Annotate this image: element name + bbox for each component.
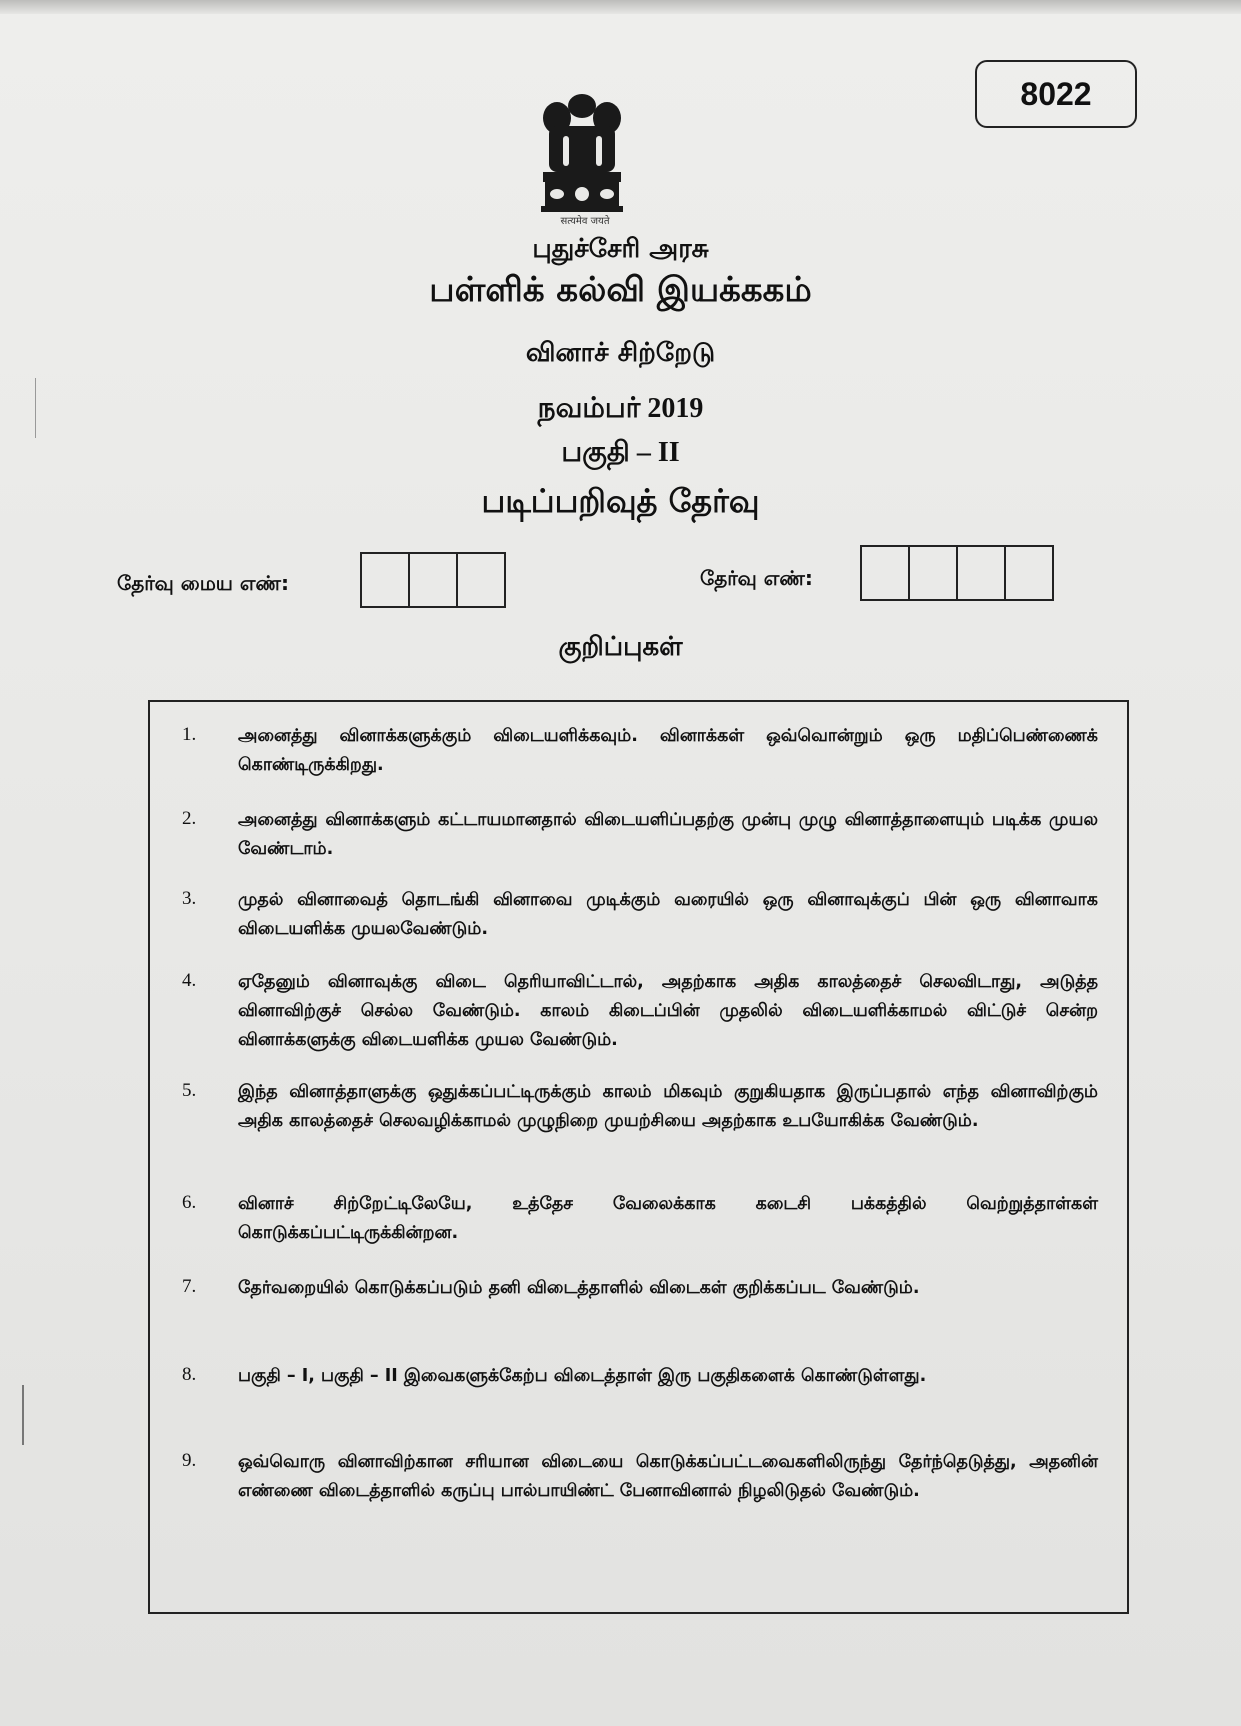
instruction-text: தேர்வறையில் கொடுக்கப்படும் தனி விடைத்தாளில் விடைகள் குறிக்கப்பட வேண்டும். <box>238 1278 920 1298</box>
instruction-number: 3. <box>182 888 197 909</box>
instruction-text: வினாச் சிற்றேட்டிலேயே, உத்தேச வேலைக்காக கடைசி பக்கத்தில் வெற்றுத்தாள்கள் கொடுக்கப்பட்டிருக்கின்றன. <box>238 1194 1098 1243</box>
emblem-motto: सत्यमेव जयते <box>560 216 610 227</box>
notes-title: குறிப்புகள் <box>558 632 683 662</box>
exam-center-number-label: தேர்வு மைய எண்: <box>117 571 289 595</box>
exam-center-number-boxes[interactable] <box>360 552 506 608</box>
instruction-number: 1. <box>182 724 197 745</box>
instruction-text: முதல் வினாவைத் தொடங்கி வினாவை முடிக்கும் வரையில் ஒரு வினாவுக்குப் பின் ஒரு வினாவாக விடையளிக்க முயலவேண்டும். <box>238 890 1098 939</box>
instruction-number: 4. <box>182 970 197 991</box>
exam-month-year: நவம்பர் 2019 <box>537 393 704 424</box>
instructions-box <box>148 700 1129 1614</box>
instruction-number: 6. <box>182 1192 197 1213</box>
scan-edge-shadow <box>0 0 1241 14</box>
exam-number-boxes[interactable] <box>860 545 1054 601</box>
part-label: பகுதி – II <box>561 437 680 468</box>
department-name: பள்ளிக் கல்வி இயக்ககம் <box>429 270 812 310</box>
exam-number-label: தேர்வு எண்: <box>700 566 813 590</box>
paper-code: 8022 <box>1020 75 1092 112</box>
digit-box[interactable] <box>458 554 504 606</box>
instruction-number: 9. <box>182 1450 197 1471</box>
instruction-number: 7. <box>182 1276 197 1297</box>
instruction-text: அனைத்து வினாக்களும் கட்டாயமானதால் விடையளிப்பதற்கு முன்பு முழு வினாத்தாளையும் படிக்க முயல வேண்டாம். <box>238 810 1098 859</box>
booklet-title: வினாச் சிற்றேடு <box>525 338 716 368</box>
instruction-text: இந்த வினாத்தாளுக்கு ஒதுக்கப்பட்டிருக்கும் காலம் மிகவும் குறுகியதாக இருப்பதால் எந்த வினாவிற்கும் அதிக காலத்தைச் செலவழிக்காமல் முழுநிறை முயற்சியை அதற்காக உபயோகிக்க வேண்டும். <box>238 1082 1098 1131</box>
national-emblem-icon <box>535 88 630 223</box>
instruction-number: 5. <box>182 1080 197 1101</box>
digit-box[interactable] <box>410 554 458 606</box>
instruction-text: ஏதேனும் வினாவுக்கு விடை தெரியாவிட்டால், அதற்காக அதிக காலத்தைச் செலவிடாது, அடுத்த வினாவிற்குச் செல்ல வேண்டும். காலம் கிடைப்பின் முதலில் விடையளிக்காமல் விட்டுச் சென்ற வினாக்களுக்கு விடையளிக்க முயல வேண்டும். <box>238 972 1098 1050</box>
instruction-number: 2. <box>182 808 197 829</box>
paper-code-box <box>975 60 1137 128</box>
scan-mark <box>22 1385 27 1445</box>
instruction-text: ஒவ்வொரு வினாவிற்கான சரியான விடையை கொடுக்கப்பட்டவைகளிலிருந்து தேர்ந்தெடுத்து, அதனின் எண்ணை விடைத்தாளில் கருப்பு பால்பாயிண்ட் பேனாவினால் நிழலிடுதல் வேண்டும். <box>238 1452 1098 1501</box>
instruction-text: அனைத்து வினாக்களுக்கும் விடையளிக்கவும். வினாக்கள் ஒவ்வொன்றும் ஒரு மதிப்பெண்ணைக் கொண்டிருக்கிறது. <box>238 726 1098 775</box>
digit-box[interactable] <box>362 554 410 606</box>
instruction-number: 8. <box>182 1364 197 1385</box>
digit-box[interactable] <box>862 547 910 599</box>
digit-box[interactable] <box>958 547 1006 599</box>
instruction-text: பகுதி – I, பகுதி – II இவைகளுக்கேற்ப விடைத்தாள் இரு பகுதிகளைக் கொண்டுள்ளது. <box>238 1366 927 1386</box>
digit-box[interactable] <box>1006 547 1052 599</box>
digit-box[interactable] <box>910 547 958 599</box>
government-name: புதுச்சேரி அரசு <box>532 234 709 264</box>
exam-name: படிப்பறிவுத் தேர்வு <box>481 482 760 520</box>
